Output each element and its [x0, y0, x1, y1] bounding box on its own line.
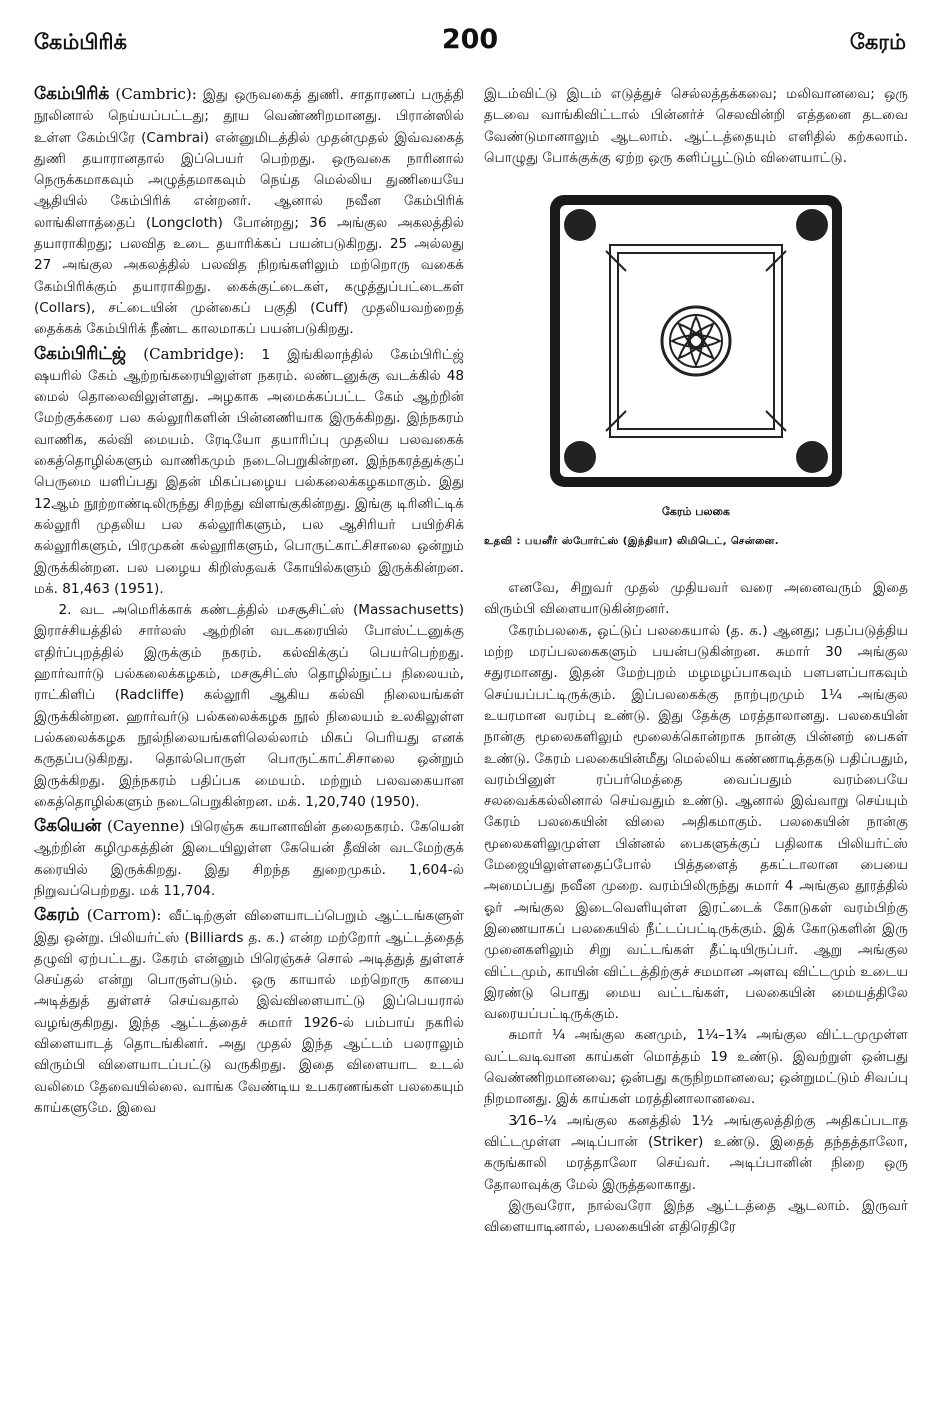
entry-cambridge-part2: 2. வட அமெரிக்காக் கண்டத்தில் மசசூசிட்ஸ் (Massachusetts) இராச்சியத்தில் சார்லஸ் ஆற்றின் வடகரையில் போஸ்ட்டனுக்கு எதிர்ப்புறத்தில் இருக்கும் நகரம். கல்விக்குப் பெயர்பெற்றது. ஹார்வார்டு பல்கலைக்கழகம், மசசூசிட்ஸ் தொழில்நுட்ப நிலையம், ராட்கிளிப் (Radcliffe) கல்லூரி ஆகிய கல்வி நிலையங்கள் இருக்கின்றன. ஹார்வர்டு பல்கலைக்கழக நூல் நிலையம் உலகிலுள்ள பல்கலைக்கழக நூல்நிலையங்களிலெல்லாம் மிகப் பெரியது எனக் கருதப்படுகிறது. தொல்பொருள் பொருட்காட்சிசாலை ஒன்றும் இருக்கிறது. இந்நகரம் பதிப்பக மையம். மற்றும் பலவகையான கைத்தொழில்களும் நடைபெறுகின்றன. மக். 1,20,740 (1950).	[34, 602, 464, 810]
english-term-cayenne: (Cayenne)	[107, 817, 185, 836]
headword-cambridge: கேம்பிரிட்ஜ்	[34, 343, 127, 364]
page-number: 200	[441, 24, 499, 55]
running-head-right: கேரம்	[849, 30, 906, 54]
carrom-paragraph-3: சுமார் ¼ அங்குல கனமும், 1¼–1¾ அங்குல விட்டமுமுள்ள வட்டவடிவான காய்கள் மொத்தம் 19 உண்டு. இவற்றுள் ஒன்பது வெண்ணிறமானவை; ஒன்பது கருநிறமானவை; ஒன்றுமட்டும் சிவப்பு நிறமானது. இக் காய்கள் மரத்தினாலானவை.	[484, 1027, 908, 1108]
running-head-left: கேம்பிரிக்	[34, 30, 127, 54]
right-column	[484, 84, 908, 1238]
carrom-paragraph-5: இருவரோ, நால்வரோ இந்த ஆட்டத்தை ஆடலாம். இருவர் விளையாடினால், பலகையின் எதிரெதிரே	[484, 1197, 908, 1236]
headword-cambric: கேம்பிரிக்	[34, 84, 110, 104]
entry-cayenne	[34, 816, 464, 902]
english-term-carrom: (Carrom):	[86, 906, 162, 925]
entry-text-cayenne: பிரெஞ்சு கயானாவின் தலைநகரம். கேயென் ஆற்றின் கழிமுகத்தின் இடையிலுள்ள கேயென் தீவின் வடமேற்குக் கரையில் இருக்கிறது. இது சிறந்த துறைமுகம். 1,604-ல் நிறுவப்பெற்றது. மக் 11,704.	[34, 819, 464, 899]
headword-cayenne: கேயென்	[34, 816, 102, 837]
entry-cambric	[34, 84, 464, 341]
figure-credit: உதவி : பயனீர் ஸ்போர்ட்ஸ் (இந்தியா) லிமிடெட், சென்னை.	[484, 536, 780, 548]
entry-text-cambridge: 1 இங்கிலாந்தில் கேம்பிரிட்ஜ் ஷயரில் கேம் ஆற்றங்கரையிலுள்ள நகரம். லண்டனுக்கு வடக்கில் 48 மைல் தொலைவிலுள்ளது. அழகாக அமைக்கப்பட்ட கேம் ஆற்றின் மேற்குக்கரை பல கல்லூரிகளின் பின்னணியாக இருக்கிறது. இந்நகரம் வாணிக, கல்வி மையம். ரேடியோ தயாரிப்பு முதலிய பலவகைக் கைத்தொழில்களும் வாணிகமும் நடைபெறுகின்றன. இந்நகரத்துக்குப் பெருமை யளிப்பது இதன் மிகப்பழைய பல்கலைக்கழகமாகும். இது 12ஆம் நூற்றாண்டிலிருந்து சிறந்து விளங்குகின்றது. இங்கு டிரினிட்டிக் கல்லூரி முதலிய பல கல்லூரிகளும், பல ஆசிரியர் பயிற்சிக் கல்லூரிகளும், பிரமுகன் கல்லூரிகளும், பொருட்காட்சிசாலை ஒன்றும் இருக்கின்றன. பல பழைய கிறிஸ்தவக் கோயில்களும் இருக்கின்றன. மக். 81,463 (1951).	[34, 346, 464, 597]
page-header	[34, 24, 906, 64]
entry-cambridge	[34, 344, 464, 601]
carrom-paragraph-4: 3⁄16–¼ அங்குல கனத்தில் 1½ அங்குலத்திற்கு அதிகப்படாத விட்டமுள்ள அடிப்பான் (Striker) உண்டு. இதைத் தந்தத்தாலோ, கருங்காலி மரத்தாலோ செய்வர். அடிப்பானின் நிறை ஒரு தோலாவுக்கு மேல் இருத்தலாகாது.	[484, 1112, 908, 1193]
carrom-board-figure	[484, 183, 908, 578]
carrom-paragraph-1: எனவே, சிறுவர் முதல் முதியவர் வரை அனைவரும் இதை விரும்பி விளையாடுகின்றனர்.	[484, 580, 908, 618]
english-term-cambric: (Cambric):	[115, 85, 197, 103]
headword-carrom: கேரம்	[34, 905, 80, 926]
figure-caption: கேரம் பலகை	[662, 505, 730, 519]
entry-carrom	[34, 905, 464, 1119]
entry-text-carrom: வீட்டிற்குள் விளையாடப்பெறும் ஆட்டங்களுள் இது ஒன்று. பிலியர்ட்ஸ் (Billiards த. க.) என்ற மற்றோர் ஆட்டத்தைத் தழுவி ஏற்பட்டது. கேரம் என்னும் பிரெஞ்சுச் சொல் அடித்துத் துள்ளச் செய்தல் என்று பொருள்படும். ஒரு காயால் மற்றொரு காயை அடித்துத் துள்ளச் செய்வதால் இவ்விளையாட்டு இப்பெயரால் வழங்குகிறது. இந்த ஆட்டத்தைச் சுமார் 1926-ல் பம்பாய் நகரில் விளையாடத் தொடங்கினர். அது முதல் இந்த ஆட்டம் பலராலும் விரும்பி விளையாடப்பட்டு வருகிறது. இதை விளையாட உடல் வலிமை தேவையில்லை. வாங்க வேண்டிய உபகரணங்கள் பலகையும் காய்களுமே. இவை	[34, 908, 464, 1116]
carrom-paragraph-2: கேரம்பலகை, ஒட்டுப் பலகையால் (த. க.) ஆனது; பதப்படுத்திய மற்ற மரப்பலகைகளும் பயன்படுகின்றன. சுமார் 30 அங்குல சதுரமானது. இதன் மேற்புறம் மழமழப்பாகவும் பளபளப்பாகவும் செய்யப்பட்டிருக்கும். இப்பலகைக்கு நாற்புறமும் 1¼ அங்குல உயரமான வரம்பு உண்டு. இது தேக்கு மரத்தாலானது. பலகையின் நான்கு மூலைகளிலும் மூலைக்கொன்றாக நான்கு பின்னற் பைகள் உண்டு. கேரம் பலகையின்மீது மெல்லிய கண்ணாடித்தகடு பதிப்பதும், வரம்பினுள் ரப்பர்மெத்தை வைப்பதும் வரம்பையே சலவைக்கல்லினால் செய்வதும் உண்டு. ஆனால் இவ்வாறு செய்யும் கேரம் பலகையின் விலை அதிகமாகும். பலகையின் நான்கு மூலைகளிலுமுள்ள பின்னல் பைகளுக்குப் பதிலாக பிலியர்ட்ஸ் மேஜையிலுள்ளதைப்போல் பித்தளைத் தகட்டாலான பையை அமைப்பது நவீன முறை. வரம்பிலிருந்து சுமார் 4 அங்குல தூரத்தில் ஓர் அங்குல இடைவெளியுள்ள இரட்டைக் கோடுகள் வரம்பிற்கு இணையாகப் பலகையில் நீட்டப்பட்டிருக்கும். இக் கோடுகளின் இரு முனைகளிலும் சிறு வட்டங்கள் தீட்டியிருப்பர். ஆறு அங்குல விட்டமும், காயின் விட்டத்திற்குச் சமமான அளவு விட்டமும் உடைய இரண்டு பொது மைய வட்டங்கள், பலகையின் மையத்திலே வரையப்பட்டிருக்கும்.	[484, 622, 908, 1023]
entry-text-cambric: இது ஒருவகைத் துணி. சாதாரணப் பருத்தி நூலினால் நெய்யப்பட்டது; தூய வெண்ணிறமானது. பிரான்ஸில் உள்ள கேம்பிரே (Cambrai) என்னுமிடத்தில் முதன்முதல் இவ்வகைத் துணி தயாரானதால் இப்பெயர் பெற்றது. ஒருவகை நாரினால் நெருக்கமாகவும் அழுத்தமாகவும் நெய்த மெல்லிய துணியையே ஆதியில் கேம்பிரிக் என்றனர். ஆனால் நவீன கேம்பிரிக் லாங்கிளாத்தைப் (Longcloth) போன்றது; 36 அங்குல அகலத்தில் தயாராகிறது; பலவித உடை தயாரிக்கப் பயன்படுகிறது. 25 அல்லது 27 அங்குல அகலத்தில் பலவித நிறங்களிலும் மற்றொரு வகைக் கேம்பிரிக்கும் தயாராகிறது. கைக்குட்டைகள், கழுத்துப்பட்டைகள் (Collars), சட்டையின் முன்கைப் பகுதி (Cuff) முதலியவற்றைத் தைக்கக் கேம்பிரிக் நீண்ட காலமாகப் பயன்படுகிறது.	[34, 87, 464, 338]
carrom-board-illustration	[546, 191, 846, 491]
left-column	[34, 84, 464, 1119]
english-term-cambridge: (Cambridge):	[143, 344, 245, 363]
carrom-continued-text: இடம்விட்டு இடம் எடுத்துச் செல்லத்தக்கவை; மலிவானவை; ஒரு தடவை வாங்கிவிட்டால் பின்னர்ச் செலவின்றி எத்தனை தடவை வேண்டுமானாலும் ஆடலாம். ஆட்டத்தையும் எளிதில் கற்கலாம். பொழுது போக்குக்கு ஏற்ற ஒரு களிப்பூட்டும் விளையாட்டு.	[484, 86, 908, 166]
